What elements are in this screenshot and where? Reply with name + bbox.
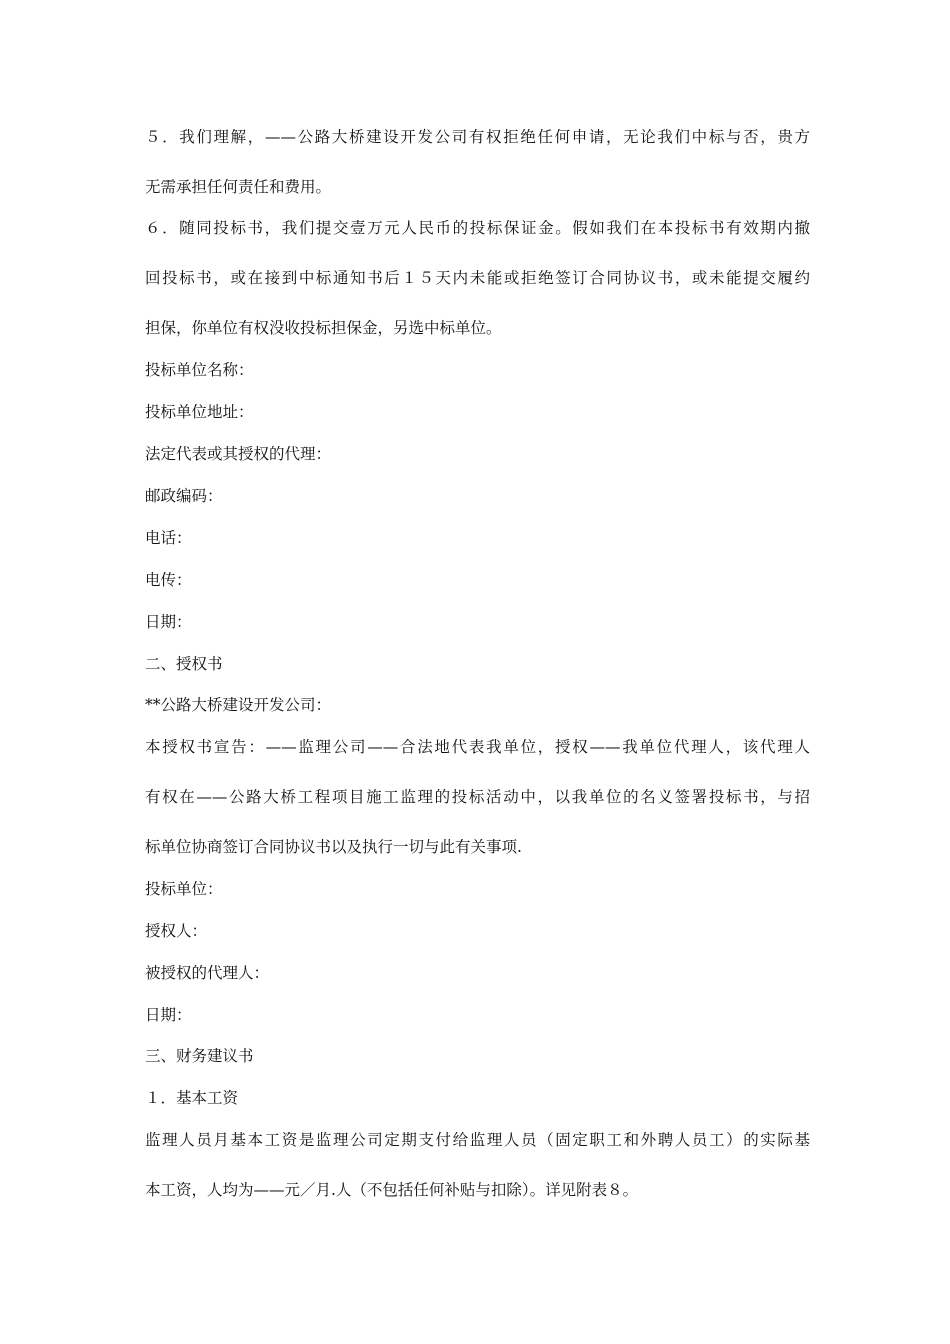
form-field-label: 日期：	[145, 613, 192, 631]
paragraph-line: 本授权书宣告：——监理公司——合法地代表我单位，授权——我单位代理人，该代理人	[145, 738, 810, 756]
paragraph-line: 本工资，人均为——元／月.人（不包括任何补贴与扣除）。详见附表８。	[145, 1181, 639, 1199]
form-field-label: 被授权的代理人：	[145, 964, 270, 982]
paragraph-line: 有权在——公路大桥工程项目施工监理的投标活动中，以我单位的名义签署投标书，与招	[145, 788, 810, 806]
addressee-line: **公路大桥建设开发公司：	[145, 696, 332, 714]
form-field-label: 授权人：	[145, 922, 208, 940]
form-field-label: 投标单位：	[145, 880, 223, 898]
section-heading: 三、财务建议书	[145, 1047, 254, 1065]
paragraph-line: 担保，你单位有权没收投标担保金，另选中标单位。	[145, 319, 502, 337]
subsection-heading: １．基本工资	[145, 1089, 239, 1107]
paragraph-line: ５．我们理解，——公路大桥建设开发公司有权拒绝任何申请，无论我们中标与否，贵方	[145, 128, 810, 146]
paragraph-line: ６．随同投标书，我们提交壹万元人民币的投标保证金。假如我们在本投标书有效期内撤	[145, 219, 810, 237]
form-field-label: 投标单位地址：	[145, 403, 254, 421]
form-field-label: 法定代表或其授权的代理：	[145, 445, 332, 463]
form-field-label: 投标单位名称：	[145, 361, 254, 379]
form-field-label: 邮政编码：	[145, 487, 223, 505]
paragraph-line: 标单位协商签订合同协议书以及执行一切与此有关事项.	[145, 838, 522, 856]
form-field-label: 电话：	[145, 529, 192, 547]
paragraph-line: 无需承担任何责任和费用。	[145, 178, 332, 196]
section-heading: 二、授权书	[145, 655, 223, 673]
paragraph-line: 监理人员月基本工资是监理公司定期支付给监理人员（固定职工和外聘人员工）的实际基	[145, 1131, 810, 1149]
form-field-label: 日期：	[145, 1006, 192, 1024]
paragraph-line: 回投标书，或在接到中标通知书后１５天内未能或拒绝签订合同协议书，或未能提交履约	[145, 269, 810, 287]
form-field-label: 电传：	[145, 571, 192, 589]
